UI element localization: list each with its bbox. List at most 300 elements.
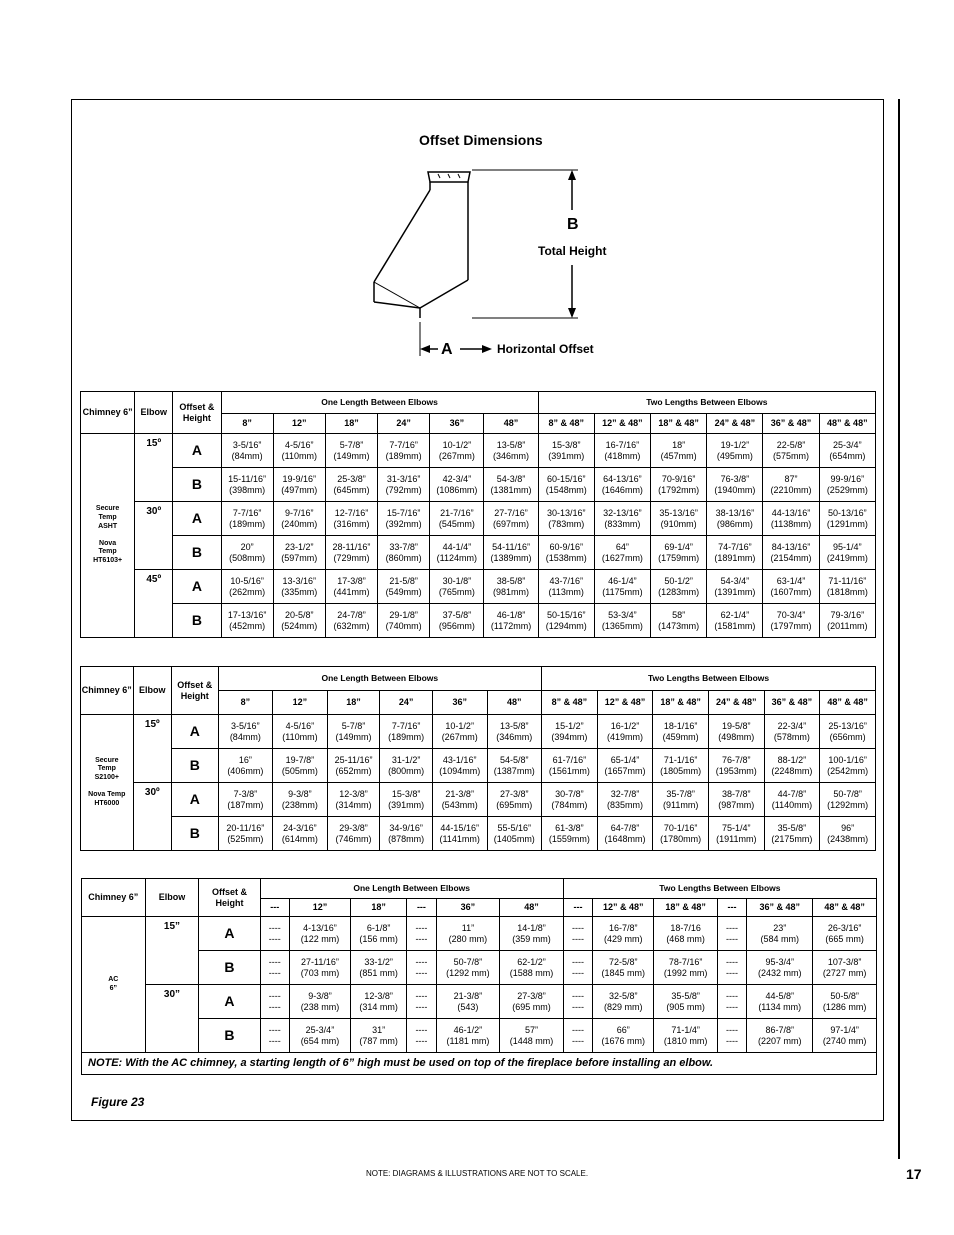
column-header: 24” & 48” (708, 691, 764, 715)
imperial-value: 35-5/8” (671, 990, 700, 1001)
metric-value: (1810 mm) (663, 1035, 708, 1046)
value-cell (325, 536, 377, 570)
value-cell (484, 468, 538, 502)
value-cell (708, 817, 764, 851)
metric-value: (314mm) (335, 799, 372, 810)
value-cell (653, 783, 709, 817)
value-cell (380, 749, 433, 783)
imperial-value: 50-7/8” (833, 788, 862, 799)
metric-value: (584 mm) (760, 933, 799, 944)
metric-value: (783mm) (548, 518, 585, 529)
value-cell (430, 502, 484, 536)
imperial-value: 21-7/16” (440, 507, 474, 518)
imperial-value: 13-3/16” (282, 575, 317, 586)
imperial-value: ---- (268, 1024, 281, 1035)
imperial-value: 87” (784, 473, 798, 484)
value-cell (651, 536, 707, 570)
value-cell (708, 749, 764, 783)
column-header: --- (717, 899, 746, 917)
value-cell (500, 951, 564, 985)
metric-value: (84mm) (231, 450, 263, 461)
metric-value: (956mm) (438, 620, 475, 631)
column-header: 12” (273, 414, 325, 434)
imperial-value: 57” (524, 1024, 538, 1035)
imperial-value: 31-1/2” (391, 754, 421, 765)
value-cell (325, 434, 377, 468)
metric-value: (1283mm) (658, 586, 700, 597)
figure-label: Figure 23 (91, 1095, 145, 1109)
imperial-value: 29-1/8” (389, 609, 418, 620)
value-cell (484, 536, 538, 570)
metric-value: (1627mm) (601, 552, 643, 563)
value-cell (260, 917, 289, 951)
value-cell (260, 985, 289, 1019)
metric-value: (1646mm) (601, 484, 643, 495)
value-cell (289, 951, 350, 985)
column-header: 18” & 48” (651, 414, 707, 434)
imperial-value: ---- (571, 956, 584, 967)
metric-value: (543mm) (441, 799, 478, 810)
value-cell (436, 1019, 500, 1053)
metric-value: (398mm) (229, 484, 266, 495)
value-cell (563, 985, 592, 1019)
imperial-value: ---- (415, 922, 428, 933)
imperial-value: 16-7/8” (608, 922, 638, 933)
value-cell (563, 951, 592, 985)
imperial-value: 69-1/4” (664, 541, 693, 552)
value-cell (747, 1019, 813, 1053)
note-row (82, 1053, 877, 1075)
column-header: 36” (430, 414, 484, 434)
value-cell (651, 468, 707, 502)
imperial-value: 30-7/8” (555, 788, 584, 799)
imperial-value: 7-7/16” (391, 720, 421, 731)
column-header: 36” (436, 899, 500, 917)
metric-value: (987mm) (718, 799, 755, 810)
value-cell (651, 570, 707, 604)
imperial-value: 95-1/4” (833, 541, 862, 552)
metric-value: (525mm) (227, 833, 264, 844)
imperial-value: 42-3/4” (442, 473, 472, 484)
imperial-value: ---- (726, 922, 739, 933)
value-cell (221, 604, 273, 638)
metric-value: (187mm) (227, 799, 264, 810)
value-cell (273, 434, 325, 468)
metric-value: (335mm) (281, 586, 318, 597)
chimney-model-cell (81, 715, 134, 851)
imperial-value: 26-3/16” (827, 922, 862, 933)
value-cell (653, 715, 709, 749)
imperial-value: 44-1/4” (442, 541, 472, 552)
imperial-value: 5-7/8” (339, 439, 364, 450)
imperial-value: 76-7/8” (722, 754, 751, 765)
chimney-model-line: Temp (98, 514, 117, 521)
value-cell (380, 783, 433, 817)
dimension-label-cell: A (199, 985, 260, 1019)
metric-value: (346mm) (493, 450, 530, 461)
value-cell (538, 502, 594, 536)
value-cell (813, 951, 877, 985)
metric-value: (189mm) (388, 731, 425, 742)
value-cell (221, 468, 273, 502)
value-cell (747, 951, 813, 985)
table-row (81, 502, 876, 536)
one-length-header: One Length Between Elbows (260, 879, 563, 899)
imperial-value: 12-3/8” (339, 788, 368, 799)
metric-value: (84mm) (229, 731, 261, 742)
imperial-value: 78-7/16” (668, 956, 703, 967)
value-cell (484, 570, 538, 604)
dimension-a-label: A (441, 341, 453, 358)
metric-value: (468 mm) (666, 933, 705, 944)
metric-value: (905 mm) (666, 1001, 705, 1012)
imperial-value: 15-3/8” (391, 788, 421, 799)
metric-value: (1286 mm) (822, 1001, 867, 1012)
imperial-value: 4-13/16” (303, 922, 337, 933)
value-cell (819, 570, 875, 604)
metric-value: (833mm) (604, 518, 641, 529)
metric-value: (1134 mm) (758, 1001, 802, 1012)
dimension-label-cell: A (173, 502, 221, 536)
value-cell (538, 434, 594, 468)
imperial-value: 7-7/16” (389, 439, 418, 450)
imperial-value: 35-13/16” (659, 507, 698, 518)
imperial-value: 71-1/4” (671, 1024, 700, 1035)
table-row (81, 715, 876, 749)
imperial-value: ---- (268, 990, 281, 1001)
metric-value: (1797mm) (770, 620, 812, 631)
table-row (81, 434, 876, 468)
value-cell (407, 917, 436, 951)
two-lengths-header: Two Lengths Between Elbows (542, 667, 876, 691)
metric-value: (729mm) (333, 552, 370, 563)
value-cell (430, 434, 484, 468)
imperial-value: 7-3/8” (233, 788, 258, 799)
value-cell (717, 985, 746, 1019)
column-header: 36” & 48” (747, 899, 813, 917)
page-margin-rule (898, 99, 900, 1159)
metric-value: ---- (571, 1001, 584, 1012)
imperial-value: 54-5/8” (500, 754, 529, 765)
metric-value: (240mm) (281, 518, 318, 529)
value-cell (484, 434, 538, 468)
chimney-model-line: HT6000 (94, 799, 120, 807)
value-cell (653, 749, 709, 783)
metric-value: (524mm) (281, 620, 318, 631)
imperial-value: 3-5/16” (231, 720, 260, 731)
value-cell (273, 604, 325, 638)
metric-value: (656mm) (829, 731, 866, 742)
diagram-title: Offset Dimensions (419, 132, 543, 148)
metric-value: (1676 mm) (601, 1035, 645, 1046)
value-cell (819, 468, 875, 502)
imperial-value: 32-7/8” (610, 788, 640, 799)
metric-value: (2529mm) (826, 484, 868, 495)
value-cell (747, 917, 813, 951)
metric-value: (2740 mm) (822, 1035, 867, 1046)
imperial-value: 19-9/16” (282, 473, 317, 484)
value-cell (542, 817, 598, 851)
column-header: 24” & 48” (707, 414, 763, 434)
imperial-value: 61-7/16” (552, 754, 587, 765)
metric-value: (238 mm) (300, 1001, 340, 1012)
value-cell (820, 749, 876, 783)
value-cell (218, 817, 273, 851)
value-cell (820, 783, 876, 817)
column-header: 48” (500, 899, 564, 917)
imperial-value: 64-7/8” (610, 822, 640, 833)
value-cell (500, 917, 564, 951)
column-header: 36” & 48” (764, 691, 820, 715)
value-cell (351, 917, 407, 951)
value-cell (707, 536, 763, 570)
column-header: --- (563, 899, 592, 917)
imperial-value: 4-5/16” (285, 720, 315, 731)
metric-value: (851 mm) (359, 967, 398, 978)
metric-value: (575mm) (773, 450, 810, 461)
column-header: 18” (325, 414, 377, 434)
imperial-value: 15-1/2” (555, 720, 584, 731)
chimney-model-cell (81, 434, 135, 638)
value-cell (430, 536, 484, 570)
column-header: 18” (327, 691, 380, 715)
table-row (81, 570, 876, 604)
metric-value: (1140mm) (771, 799, 813, 810)
metric-value: (1953mm) (715, 765, 757, 776)
value-cell (763, 536, 819, 570)
value-cell (327, 749, 380, 783)
imperial-value: 16-1/2” (610, 720, 640, 731)
column-header: 24” (378, 414, 430, 434)
value-cell (820, 817, 876, 851)
imperial-value: 24-7/8” (337, 609, 366, 620)
imperial-value: 71-1/16” (663, 754, 698, 765)
metric-value: ---- (726, 967, 739, 978)
imperial-value: 76-3/8” (720, 473, 750, 484)
column-header: 12” (289, 899, 350, 917)
imperial-value: 3-5/16” (232, 439, 262, 450)
value-cell (432, 749, 487, 783)
offset-header: Offset & Height (173, 392, 221, 434)
imperial-value: 86-7/8” (765, 1024, 794, 1035)
chimney-model-line: AC (108, 975, 119, 983)
imperial-value: 72-5/8” (608, 956, 638, 967)
imperial-value: 23-1/2” (285, 541, 314, 552)
scale-note: NOTE: DIAGRAMS & ILLUSTRATIONS ARE NOT TO SCALE. (365, 1169, 589, 1178)
imperial-value: 32-13/16” (603, 507, 642, 518)
value-cell (707, 468, 763, 502)
metric-value: (391mm) (388, 799, 425, 810)
metric-value: (406mm) (227, 765, 264, 776)
imperial-value: 11” (461, 922, 475, 933)
value-cell (436, 951, 500, 985)
metric-value: (578mm) (773, 731, 810, 742)
value-cell (436, 917, 500, 951)
imperial-value: 75-1/4” (722, 822, 751, 833)
table-row (82, 1019, 877, 1053)
elbow-angle-cell: 45º (135, 570, 173, 638)
metric-value: (1588 mm) (509, 967, 554, 978)
imperial-value: 4-5/16” (285, 439, 314, 450)
imperial-value: 10-1/2” (442, 439, 472, 450)
imperial-value: 13-5/8” (500, 720, 529, 731)
imperial-value: 25-3/8” (337, 473, 366, 484)
imperial-value: 50-13/16” (828, 507, 867, 518)
metric-value: (1141mm) (439, 833, 480, 844)
imperial-value: 31” (372, 1024, 386, 1035)
imperial-value: 70-3/4” (776, 609, 806, 620)
value-cell (819, 502, 875, 536)
value-cell (813, 917, 877, 951)
imperial-value: 30-13/16” (546, 507, 586, 518)
metric-value: (1561mm) (548, 765, 590, 776)
one-length-header: One Length Between Elbows (218, 667, 542, 691)
imperial-value: 27-7/16” (494, 507, 528, 518)
imperial-value: ---- (726, 1024, 739, 1035)
imperial-value: 22-3/4” (777, 720, 807, 731)
metric-value: (1389mm) (490, 552, 532, 563)
imperial-value: 15-3/8” (551, 439, 581, 450)
metric-value: (597mm) (281, 552, 318, 563)
value-cell (542, 715, 598, 749)
offset-table-ht6103 (80, 391, 876, 638)
imperial-value: 54-11/16” (492, 541, 530, 552)
imperial-value: 22-5/8” (776, 439, 806, 450)
imperial-value: 44-7/8” (777, 788, 807, 799)
metric-value: (392mm) (385, 518, 422, 529)
dimension-label-cell: A (172, 715, 219, 749)
value-cell (351, 1019, 407, 1053)
metric-value: (1657mm) (604, 765, 646, 776)
value-cell (325, 502, 377, 536)
metric-value: (697mm) (493, 518, 530, 529)
imperial-value: 95-3/4” (765, 956, 794, 967)
imperial-value: 60-9/16” (549, 541, 583, 552)
imperial-value: 13-5/8” (496, 439, 526, 450)
value-cell (717, 1019, 746, 1053)
value-cell (747, 985, 813, 1019)
metric-value: (149mm) (333, 450, 370, 461)
offset-header: Offset & Height (172, 667, 219, 715)
column-header: 18” & 48” (654, 899, 718, 917)
elbow-angle-cell: 15º (135, 434, 173, 502)
metric-value: (2542mm) (827, 765, 869, 776)
metric-value: (156 mm) (359, 933, 398, 944)
column-header: 12” & 48” (597, 691, 653, 715)
value-cell (380, 715, 433, 749)
metric-value: (1940mm) (714, 484, 756, 495)
dimension-b-label: B (567, 216, 579, 233)
metric-value: (1548mm) (545, 484, 587, 495)
value-cell (594, 502, 650, 536)
chimney-model-line: ASHT (98, 522, 118, 530)
elbow-angle-cell: 30º (133, 783, 171, 851)
column-header: 18” & 48” (653, 691, 709, 715)
metric-value: (189mm) (229, 518, 266, 529)
chimney-header: Chimney 6” (81, 392, 135, 434)
value-cell (273, 570, 325, 604)
imperial-value: 46-1/2” (453, 1024, 483, 1035)
metric-value: (429 mm) (603, 933, 643, 944)
header-row (81, 667, 876, 691)
imperial-value: 37-5/8” (442, 609, 472, 620)
table-row (82, 917, 877, 951)
table-row (81, 783, 876, 817)
value-cell (432, 817, 487, 851)
imperial-value: 16-7/16” (605, 439, 640, 450)
chimney-model-line (81, 532, 134, 540)
elbow-header: Elbow (133, 667, 171, 715)
value-cell (651, 502, 707, 536)
value-cell (260, 1019, 289, 1053)
table-row (81, 468, 876, 502)
value-cell (654, 917, 718, 951)
imperial-value: 88-1/2” (777, 754, 807, 765)
value-cell (538, 604, 594, 638)
imperial-value: ---- (268, 922, 281, 933)
metric-value: (359 mm) (512, 933, 551, 944)
imperial-value: 34-9/16” (389, 822, 423, 833)
metric-value: (110mm) (282, 731, 318, 742)
imperial-value: 50-7/8” (453, 956, 483, 967)
metric-value: ---- (571, 1035, 584, 1046)
metric-value: ---- (268, 1035, 281, 1046)
metric-value: (452mm) (229, 620, 266, 631)
value-cell (327, 715, 380, 749)
value-cell (594, 604, 650, 638)
value-cell (484, 604, 538, 638)
imperial-value: 35-7/8” (666, 788, 695, 799)
metric-value: (149mm) (335, 731, 372, 742)
imperial-value: 62-1/2” (517, 956, 546, 967)
dimension-label-cell: A (199, 917, 260, 951)
value-cell (763, 468, 819, 502)
offset-table-s2100 (80, 666, 876, 851)
metric-value: (280 mm) (448, 933, 488, 944)
metric-value: (122 mm) (300, 933, 340, 944)
imperial-value: 35-5/8” (777, 822, 807, 833)
chimney-model-line: HT6103+ (93, 557, 123, 564)
value-cell (218, 715, 273, 749)
value-cell (597, 715, 653, 749)
imperial-value: 24-3/16” (283, 822, 317, 833)
value-cell (221, 570, 273, 604)
imperial-value: 63-1/4” (776, 575, 806, 586)
value-cell (351, 951, 407, 985)
chimney-header: Chimney 6” (82, 879, 146, 917)
value-cell (819, 536, 875, 570)
column-header: 48” (484, 414, 538, 434)
column-header: 48” & 48” (820, 691, 876, 715)
value-cell (221, 502, 273, 536)
imperial-value: 19-7/8” (285, 754, 315, 765)
imperial-value: 10-5/16” (230, 575, 264, 586)
metric-value: (267mm) (438, 450, 475, 461)
chimney-model-line: Secure (95, 756, 119, 764)
value-cell (378, 604, 430, 638)
metric-value: (1911mm) (716, 833, 757, 844)
value-cell (325, 570, 377, 604)
offset-pipe-diagram (360, 160, 590, 360)
imperial-value: 7-7/16” (232, 507, 262, 518)
imperial-value: 99-9/16” (830, 473, 865, 484)
metric-value: (665 mm) (825, 933, 864, 944)
value-cell (707, 604, 763, 638)
metric-value: (508mm) (229, 552, 266, 563)
value-cell (538, 468, 594, 502)
imperial-value: 21-3/8” (453, 990, 483, 1001)
metric-value: (238mm) (281, 799, 318, 810)
